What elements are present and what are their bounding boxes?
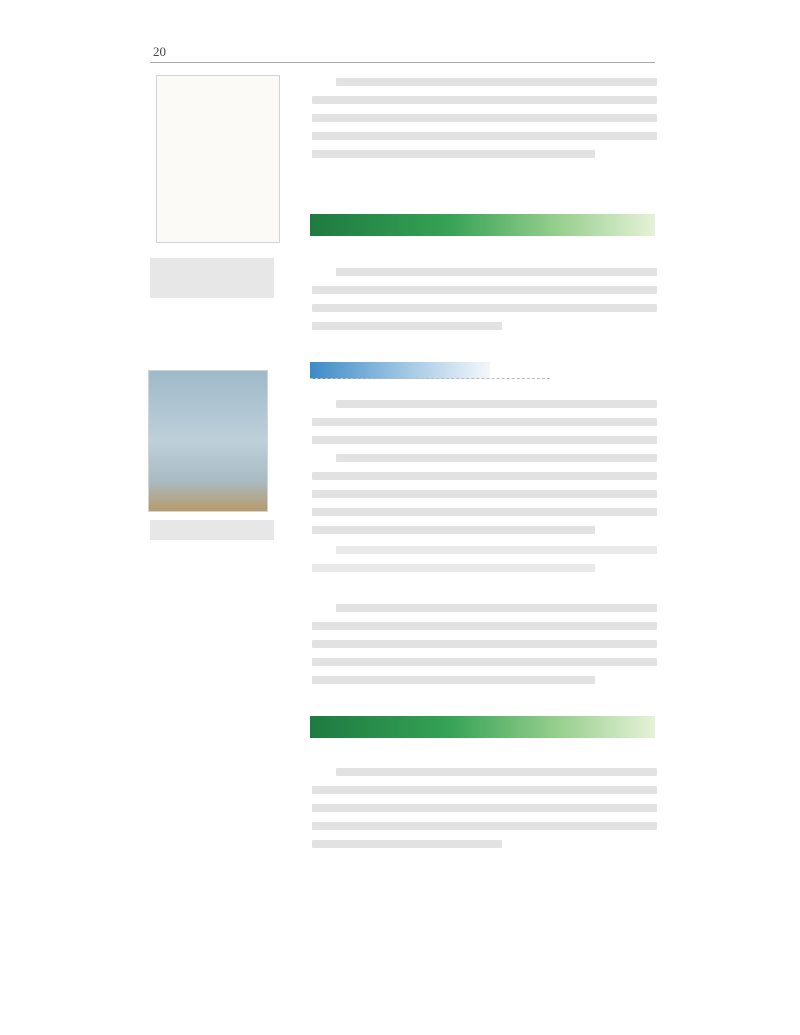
text-block <box>312 268 657 340</box>
text-block <box>312 768 657 858</box>
section-banner <box>310 214 655 236</box>
experiment-banner <box>310 362 490 379</box>
figure-forced-vibration-apparatus <box>148 370 268 512</box>
text-block <box>312 78 657 168</box>
text-block <box>312 400 657 544</box>
figure-caption <box>150 258 274 298</box>
figure-caption <box>150 520 274 540</box>
header-rule <box>150 62 655 63</box>
text-block-italic <box>312 546 657 582</box>
section-banner <box>310 716 655 738</box>
banner-rule <box>310 378 550 380</box>
text-block <box>312 604 657 694</box>
page-number: 20 <box>153 44 166 59</box>
figure-pendulum-clock <box>156 75 280 243</box>
